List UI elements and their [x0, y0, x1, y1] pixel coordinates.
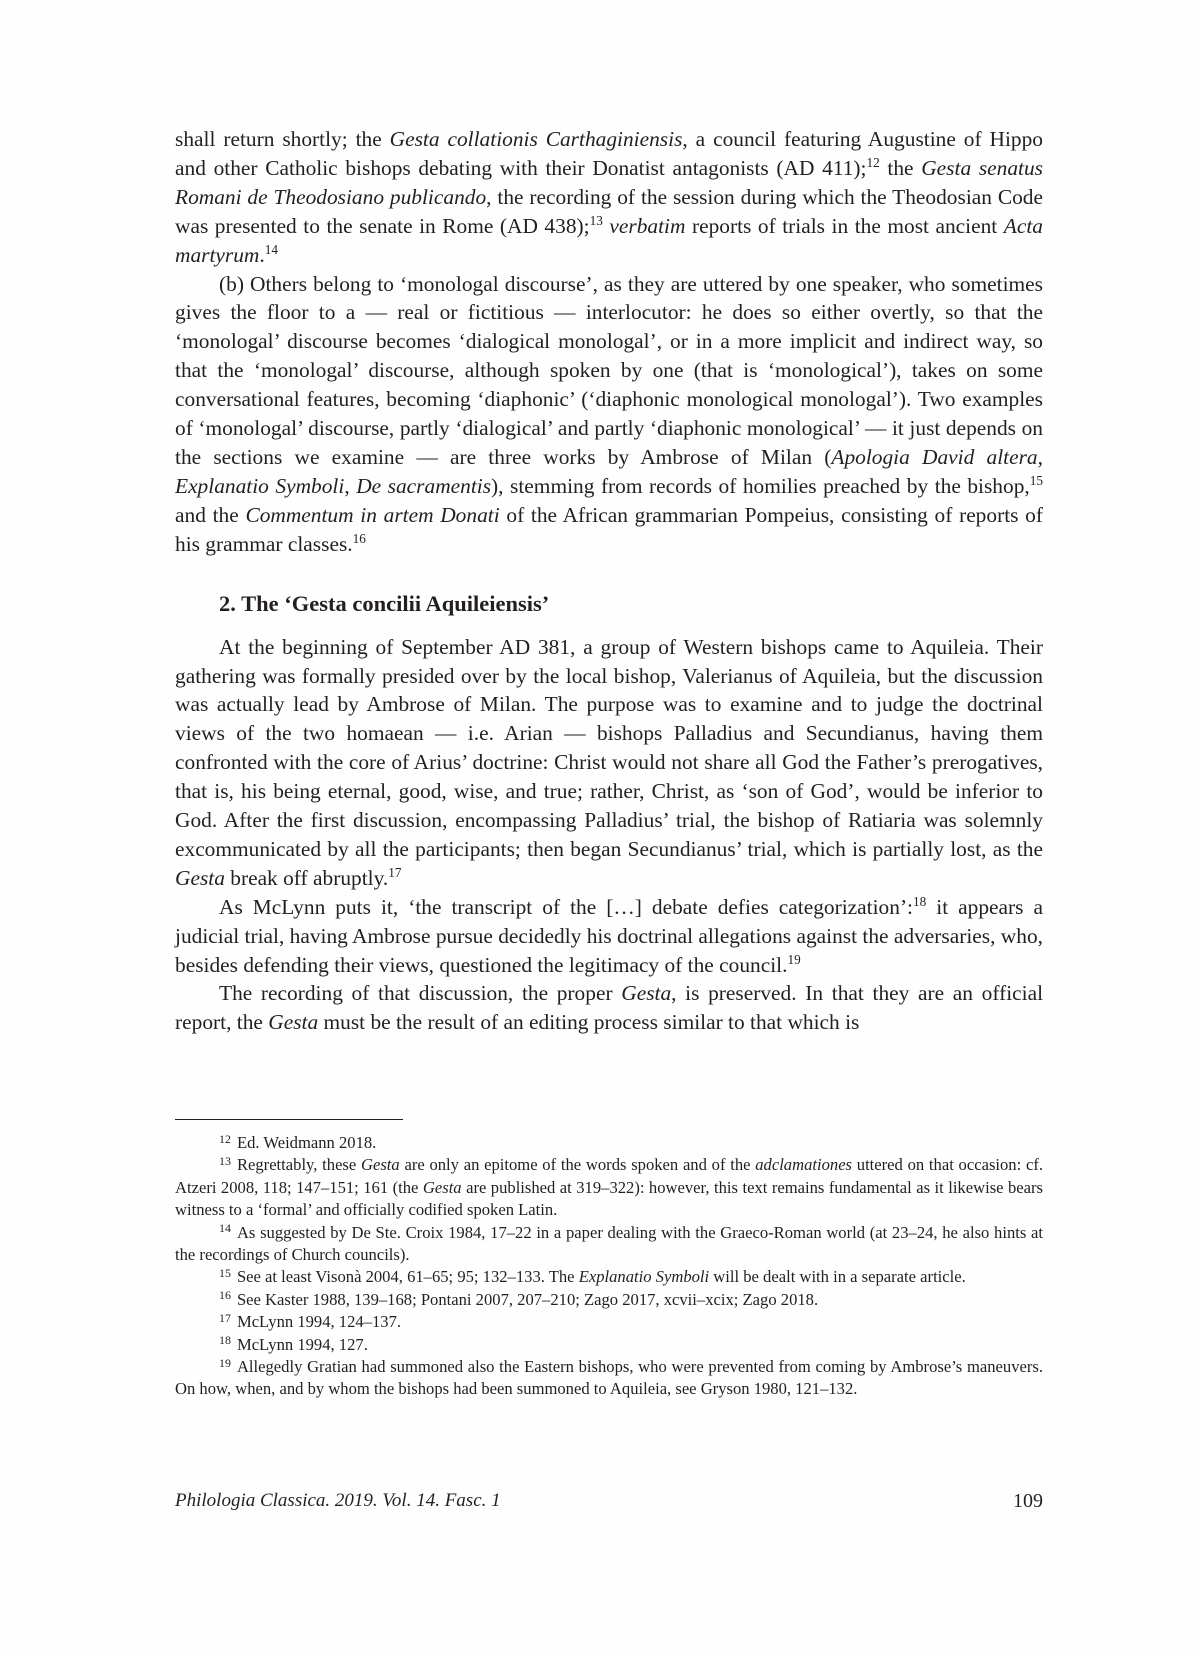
paragraph-gesta-list: [175, 125, 1043, 270]
text-run: the: [879, 155, 922, 180]
text-run: reports of trials in the most ancient: [685, 213, 1004, 238]
footnote-reference: 19: [787, 951, 801, 967]
text-run: break off abruptly.: [224, 865, 389, 890]
italic-run: Gesta: [422, 1177, 462, 1197]
paragraph-recording: [175, 979, 1043, 1037]
footnote-16: [175, 1289, 1043, 1311]
italic-run: Gesta: [621, 981, 672, 1006]
paragraph-monologal-discourse: [175, 270, 1043, 559]
footnote-13: [175, 1154, 1043, 1221]
text-run: , is preserved. In that they are an official report, the: [175, 981, 1044, 1035]
footnote-18: [175, 1334, 1043, 1356]
footnote-reference: 13: [589, 212, 603, 228]
text-run: See Kaster 1988, 139–168; Pontani 2007, 207–210; Zago 2017, xcvii–xcix; Zago 2018.: [236, 1289, 819, 1309]
footnote-reference: 15: [1029, 472, 1043, 488]
text-run: The recording of that discussion, the proper: [219, 981, 622, 1006]
journal-citation: Philologia Classica. 2019. Vol. 14. Fasc. 1: [175, 1490, 501, 1511]
italic-run: Gesta: [361, 1155, 400, 1175]
text-run: As suggested by De Ste. Croix 1984, 17–22 in a paper dealing with the Graeco-Roman world (at 23–24, he also hints at the recordings of Church councils).: [175, 1222, 1043, 1265]
text-run: Regrettably, these: [236, 1155, 361, 1175]
text-run: At the beginning of September AD 381, a group of Western bishops came to Aquileia. Their gathering was formally presided over by the local bishop, Valerianus of Aquileia, but the discussion was actually lead by Ambrose of Milan. The purpose was to examine and to judge the doctrinal views of the two homaean — i.e. Arian — bishops Palladius and Secundianus, having them confronted with the core of Arius’ doctrine: Christ would not share all God the Father’s prerogatives, that is, his being eternal, good, wise, and true; rather, Christ, as ‘son of God’, would be inferior to God. After the first discussion, encompassing Palladius’ trial, the bishop of Ratiaria was solemnly excommunicated by all the participants; then began Secundianus’ trial, which is partially lost, as the: [175, 634, 1043, 861]
footnote-number: 17: [219, 1310, 231, 1325]
footnote-text: [237, 1312, 401, 1331]
footnote-19: [175, 1356, 1043, 1401]
footnote-separator: [175, 1119, 403, 1120]
footnote-17: [175, 1311, 1043, 1333]
text-run: are published at 319–322): however, this text remains fundamental as it likewise bears witness to a ‘formal’ and officially codified spoken Latin.: [175, 1177, 1043, 1220]
italic-run: Gesta: [268, 1010, 319, 1035]
text-run: and the: [175, 502, 246, 527]
italic-run: adclamationes: [755, 1155, 853, 1175]
paragraph-mclynn: [175, 893, 1043, 980]
text-run: .: [259, 242, 265, 267]
footnote-reference: 16: [352, 530, 366, 546]
text-run: it appears a judicial trial, having Ambrose pursue decidedly his doctrinal allegations against the adversaries, who, besides defending their views, questioned the legitimacy of the council.: [175, 894, 1044, 977]
footnote-text: [175, 1357, 1043, 1398]
text-run: ,: [1037, 444, 1043, 469]
footnote-number: 15: [219, 1266, 231, 1281]
footnote-reference: 18: [913, 893, 927, 909]
footnote-reference: 14: [264, 241, 278, 257]
footnote-text: [237, 1133, 376, 1152]
footnote-text: [237, 1290, 818, 1309]
text-run: ), stemming from records of homilies preached by the bishop,: [491, 473, 1030, 498]
footnote-number: 18: [219, 1333, 231, 1348]
text-run: will be dealt with in a separate article.: [709, 1267, 966, 1287]
text-run: See at least Visonà 2004, 61–65; 95; 132–133. The: [236, 1267, 579, 1287]
italic-run: Gesta senatus Romani de Theodosiano publicando: [175, 155, 1043, 209]
italic-run: Commentum in artem Donati: [245, 502, 500, 527]
text-run: are only an epitome of the words spoken and of the: [399, 1155, 756, 1175]
text-run: uttered on that occasion: cf. Atzeri 2008, 118; 147–151; 161 (the: [175, 1155, 1043, 1197]
text-run: As McLynn puts it, ‘the transcript of the […] debate defies categorization’:: [219, 894, 914, 919]
text-run: must be the result of an editing process similar to that which is: [318, 1010, 860, 1035]
italic-run: Gesta: [175, 865, 225, 890]
section-heading: 2. The ‘Gesta concilii Aquileiensis’: [219, 590, 550, 616]
text-run: , a council featuring Augustine of Hippo and other Catholic bishops debating with their Donatist antagonists (AD 411);: [175, 127, 1043, 180]
text-run: McLynn 1994, 127.: [236, 1334, 368, 1354]
text-run: (b) Others belong to ‘monologal discourse’, as they are uttered by one speaker, who sometimes gives the floor to a — real or fictitious — interlocutor: he does so either overtly, so that the ‘monologal’ discourse becomes ‘dialogical monologal’, or in a more implicit and indirect way, so that the ‘monologal’ discourse, although spoken by one (that is ‘monological’), takes on some conversational features, becoming ‘diaphonic’ (‘diaphonic monological monologal’). Two examples of ‘monologal’ discourse, partly ‘dialogical’ and partly ‘diaphonic monological’ — it just depends on the sections we examine — are three works by Ambrose of Milan (: [175, 271, 1043, 469]
footnote-text: [237, 1335, 368, 1354]
italic-run: verbatim: [609, 213, 686, 238]
footnote-number: 12: [219, 1131, 231, 1146]
text-run: Ed. Weidmann 2018.: [236, 1133, 377, 1152]
footnote-reference: 12: [866, 154, 880, 170]
text-run: of the African grammarian Pompeius, consisting of reports of his grammar classes.: [175, 502, 1043, 556]
footnote-reference: 17: [388, 864, 402, 880]
text-run: shall return shortly; the: [175, 127, 390, 151]
text-run: Allegedly Gratian had summoned also the Eastern bishops, who were prevented from coming by Ambrose’s maneuvers. On how, when, and by whom the bishops had been summoned to Aquileia, see Gryson 1980, 121–132.: [175, 1357, 1043, 1399]
footnote-15: [175, 1266, 1043, 1288]
italic-run: Gesta collationis Carthaginiensis: [389, 127, 683, 151]
footnote-12: [175, 1132, 1043, 1154]
italic-run: Explanatio Symboli: [578, 1267, 710, 1287]
footnote-text: [237, 1267, 966, 1286]
page-number: 109: [1013, 1490, 1043, 1512]
paragraph-aquileia-council: [175, 633, 1043, 893]
footnote-text: [175, 1223, 1043, 1264]
body-text: [175, 125, 1043, 1037]
text-run: McLynn 1994, 124–137.: [236, 1312, 402, 1332]
footnotes: [175, 1132, 1043, 1401]
page-footer: [175, 1490, 1043, 1520]
text-run: , the recording of the session during which the Theodosian Code was presented to the senate in Rome (AD 438);: [175, 184, 1043, 238]
italic-run: Explanatio Symboli: [175, 473, 345, 498]
footnote-number: 13: [219, 1154, 231, 1169]
text-run: ,: [344, 473, 357, 498]
italic-run: De sacramentis: [356, 473, 492, 498]
footnote-14: [175, 1222, 1043, 1267]
italic-run: Apologia David altera: [831, 444, 1038, 469]
italic-run: Acta martyrum: [175, 213, 1043, 267]
footnote-number: 19: [219, 1355, 231, 1370]
footnote-number: 16: [219, 1288, 231, 1303]
footnote-text: [175, 1155, 1043, 1219]
footnote-number: 14: [219, 1221, 231, 1236]
